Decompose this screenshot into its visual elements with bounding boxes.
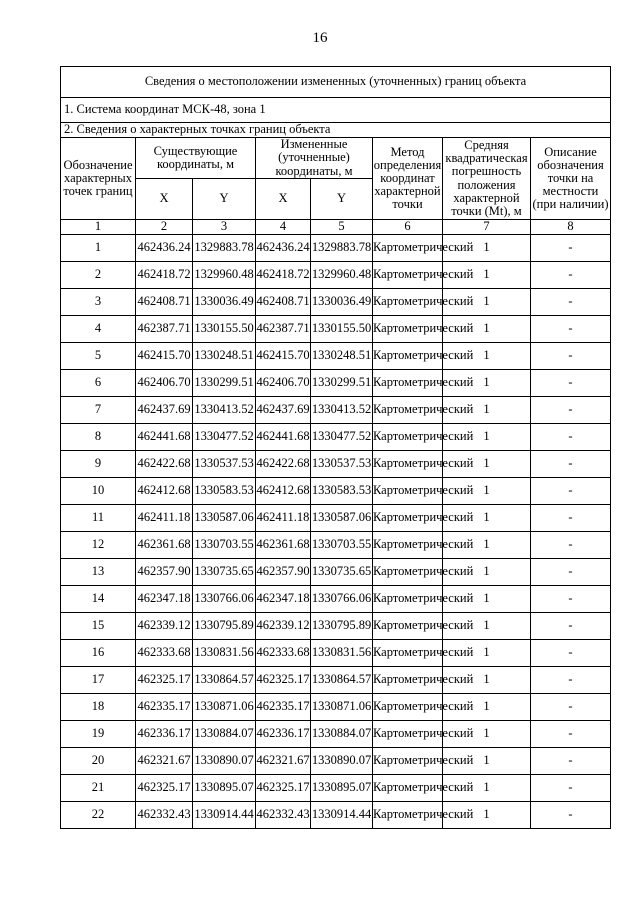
column-number: 3	[193, 220, 256, 235]
changed-y: 1330864.57	[311, 667, 373, 694]
changed-y: 1330871.06	[311, 694, 373, 721]
method: Картометрический	[373, 667, 443, 694]
point-number: 3	[61, 289, 136, 316]
changed-y: 1330537.53	[311, 451, 373, 478]
point-number: 17	[61, 667, 136, 694]
point-number: 20	[61, 748, 136, 775]
table-row	[61, 343, 611, 370]
method: Картометрический	[373, 370, 443, 397]
header-y-changed: Y	[311, 179, 373, 220]
table-row	[61, 397, 611, 424]
method: Картометрический	[373, 586, 443, 613]
point-number: 4	[61, 316, 136, 343]
existing-x: 462408.71	[136, 289, 193, 316]
existing-x: 462415.70	[136, 343, 193, 370]
changed-x: 462321.67	[256, 748, 311, 775]
description-value: -	[531, 235, 611, 262]
point-number: 8	[61, 424, 136, 451]
table-row	[61, 694, 611, 721]
existing-x: 462437.69	[136, 397, 193, 424]
header-existing: Существующие координаты, м	[136, 138, 256, 179]
coordinate-system-row	[61, 98, 611, 123]
existing-x: 462335.17	[136, 694, 193, 721]
point-number: 11	[61, 505, 136, 532]
method: Картометрический	[373, 613, 443, 640]
changed-y: 1330795.89	[311, 613, 373, 640]
existing-y: 1330795.89	[193, 613, 256, 640]
accuracy-value: 1	[443, 586, 531, 613]
existing-y: 1330583.53	[193, 478, 256, 505]
header-changed: Измененные (уточненные) координаты, м	[256, 138, 373, 179]
accuracy-value: 1	[443, 559, 531, 586]
column-number: 2	[136, 220, 193, 235]
description-value: -	[531, 694, 611, 721]
point-number: 18	[61, 694, 136, 721]
accuracy-value: 1	[443, 721, 531, 748]
changed-x: 462332.43	[256, 802, 311, 829]
accuracy-value: 1	[443, 613, 531, 640]
description-value: -	[531, 532, 611, 559]
existing-x: 462406.70	[136, 370, 193, 397]
column-number: 5	[311, 220, 373, 235]
table-row	[61, 289, 611, 316]
table-row	[61, 262, 611, 289]
existing-x: 462441.68	[136, 424, 193, 451]
point-number: 16	[61, 640, 136, 667]
changed-x: 462406.70	[256, 370, 311, 397]
column-number: 8	[531, 220, 611, 235]
changed-x: 462418.72	[256, 262, 311, 289]
changed-x: 462412.68	[256, 478, 311, 505]
accuracy-value: 1	[443, 451, 531, 478]
method: Картометрический	[373, 721, 443, 748]
accuracy-value: 1	[443, 667, 531, 694]
description-value: -	[531, 667, 611, 694]
changed-x: 462408.71	[256, 289, 311, 316]
description-value: -	[531, 640, 611, 667]
coordinate-system: 1. Система координат МСК-48, зона 1	[61, 98, 611, 123]
column-number: 7	[443, 220, 531, 235]
existing-y: 1330864.57	[193, 667, 256, 694]
header-row-1	[61, 138, 611, 179]
table-row	[61, 559, 611, 586]
method: Картометрический	[373, 424, 443, 451]
accuracy-value: 1	[443, 748, 531, 775]
existing-x: 462412.68	[136, 478, 193, 505]
changed-y: 1330155.50	[311, 316, 373, 343]
existing-y: 1330477.52	[193, 424, 256, 451]
changed-y: 1330413.52	[311, 397, 373, 424]
changed-y: 1330299.51	[311, 370, 373, 397]
point-number: 9	[61, 451, 136, 478]
column-number: 6	[373, 220, 443, 235]
column-number: 4	[256, 220, 311, 235]
column-number: 1	[61, 220, 136, 235]
existing-y: 1330831.56	[193, 640, 256, 667]
changed-y: 1330703.55	[311, 532, 373, 559]
existing-x: 462357.90	[136, 559, 193, 586]
table-row	[61, 478, 611, 505]
changed-x: 462415.70	[256, 343, 311, 370]
existing-x: 462347.18	[136, 586, 193, 613]
description-value: -	[531, 451, 611, 478]
column-number-row	[61, 220, 611, 235]
existing-y: 1330914.44	[193, 802, 256, 829]
existing-x: 462387.71	[136, 316, 193, 343]
description-value: -	[531, 613, 611, 640]
method: Картометрический	[373, 559, 443, 586]
point-number: 21	[61, 775, 136, 802]
existing-y: 1330587.06	[193, 505, 256, 532]
existing-x: 462436.24	[136, 235, 193, 262]
existing-y: 1330036.49	[193, 289, 256, 316]
point-number: 13	[61, 559, 136, 586]
table-row	[61, 424, 611, 451]
description-value: -	[531, 748, 611, 775]
description-value: -	[531, 775, 611, 802]
existing-y: 1330299.51	[193, 370, 256, 397]
changed-y: 1330587.06	[311, 505, 373, 532]
table-row	[61, 370, 611, 397]
description-value: -	[531, 478, 611, 505]
method: Картометрический	[373, 694, 443, 721]
method: Картометрический	[373, 532, 443, 559]
existing-y: 1330248.51	[193, 343, 256, 370]
changed-y: 1330735.65	[311, 559, 373, 586]
header-point: Обозначение характерных точек границ	[61, 138, 136, 220]
changed-x: 462387.71	[256, 316, 311, 343]
accuracy-value: 1	[443, 343, 531, 370]
accuracy-value: 1	[443, 775, 531, 802]
existing-y: 1330703.55	[193, 532, 256, 559]
existing-x: 462422.68	[136, 451, 193, 478]
point-number: 15	[61, 613, 136, 640]
page-number: 16	[312, 30, 328, 46]
accuracy-value: 1	[443, 478, 531, 505]
table-row	[61, 775, 611, 802]
existing-y: 1330155.50	[193, 316, 256, 343]
point-number: 10	[61, 478, 136, 505]
accuracy-value: 1	[443, 505, 531, 532]
accuracy-value: 1	[443, 640, 531, 667]
changed-x: 462441.68	[256, 424, 311, 451]
table-row	[61, 235, 611, 262]
changed-y: 1330890.07	[311, 748, 373, 775]
accuracy-value: 1	[443, 289, 531, 316]
method: Картометрический	[373, 316, 443, 343]
existing-x: 462361.68	[136, 532, 193, 559]
description-value: -	[531, 586, 611, 613]
existing-y: 1330884.07	[193, 721, 256, 748]
point-number: 14	[61, 586, 136, 613]
method: Картометрический	[373, 262, 443, 289]
changed-x: 462357.90	[256, 559, 311, 586]
method: Картометрический	[373, 397, 443, 424]
table-row	[61, 667, 611, 694]
changed-y: 1330036.49	[311, 289, 373, 316]
method: Картометрический	[373, 451, 443, 478]
description-value: -	[531, 424, 611, 451]
accuracy-value: 1	[443, 370, 531, 397]
method: Картометрический	[373, 235, 443, 262]
table-row	[61, 748, 611, 775]
point-number: 2	[61, 262, 136, 289]
changed-x: 462437.69	[256, 397, 311, 424]
changed-x: 462436.24	[256, 235, 311, 262]
existing-x: 462325.17	[136, 667, 193, 694]
changed-x: 462325.17	[256, 775, 311, 802]
existing-x: 462332.43	[136, 802, 193, 829]
existing-y: 1330871.06	[193, 694, 256, 721]
method: Картометрический	[373, 640, 443, 667]
existing-y: 1330735.65	[193, 559, 256, 586]
changed-y: 1330583.53	[311, 478, 373, 505]
table-row	[61, 451, 611, 478]
point-number: 22	[61, 802, 136, 829]
description-value: -	[531, 370, 611, 397]
header-description: Описание обозначения точки на местности (при наличии)	[531, 138, 611, 220]
table-row	[61, 505, 611, 532]
changed-x: 462339.12	[256, 613, 311, 640]
header-y-existing: Y	[193, 179, 256, 220]
table-row	[61, 316, 611, 343]
existing-y: 1330537.53	[193, 451, 256, 478]
existing-y: 1330766.06	[193, 586, 256, 613]
changed-y: 1330914.44	[311, 802, 373, 829]
accuracy-value: 1	[443, 316, 531, 343]
accuracy-value: 1	[443, 424, 531, 451]
changed-y: 1330766.06	[311, 586, 373, 613]
changed-y: 1329883.78	[311, 235, 373, 262]
accuracy-value: 1	[443, 262, 531, 289]
description-value: -	[531, 262, 611, 289]
existing-x: 462336.17	[136, 721, 193, 748]
existing-y: 1329883.78	[193, 235, 256, 262]
method: Картометрический	[373, 802, 443, 829]
boundary-points-table	[60, 66, 611, 829]
existing-y: 1330895.07	[193, 775, 256, 802]
changed-y: 1329960.48	[311, 262, 373, 289]
method: Картометрический	[373, 289, 443, 316]
table-row	[61, 802, 611, 829]
accuracy-value: 1	[443, 694, 531, 721]
description-value: -	[531, 802, 611, 829]
method: Картометрический	[373, 343, 443, 370]
table-row	[61, 586, 611, 613]
table-title: Сведения о местоположении измененных (уточненных) границ объекта	[61, 67, 611, 98]
existing-x: 462418.72	[136, 262, 193, 289]
table-row	[61, 721, 611, 748]
description-value: -	[531, 559, 611, 586]
table-row	[61, 640, 611, 667]
table-row	[61, 532, 611, 559]
existing-x: 462333.68	[136, 640, 193, 667]
description-value: -	[531, 289, 611, 316]
existing-x: 462339.12	[136, 613, 193, 640]
point-number: 5	[61, 343, 136, 370]
point-number: 6	[61, 370, 136, 397]
changed-y: 1330477.52	[311, 424, 373, 451]
changed-x: 462347.18	[256, 586, 311, 613]
section2-heading: 2. Сведения о характерных точках границ объекта	[61, 123, 611, 138]
existing-y: 1330413.52	[193, 397, 256, 424]
method: Картометрический	[373, 748, 443, 775]
header-accuracy: Средняя квадратическая погрешность положения характерной точки (Mt), м	[443, 138, 531, 220]
description-value: -	[531, 505, 611, 532]
header-x-existing: X	[136, 179, 193, 220]
changed-y: 1330895.07	[311, 775, 373, 802]
changed-y: 1330248.51	[311, 343, 373, 370]
method: Картометрический	[373, 478, 443, 505]
point-number: 7	[61, 397, 136, 424]
changed-x: 462422.68	[256, 451, 311, 478]
changed-x: 462361.68	[256, 532, 311, 559]
changed-x: 462335.17	[256, 694, 311, 721]
header-x-changed: X	[256, 179, 311, 220]
changed-x: 462411.18	[256, 505, 311, 532]
changed-x: 462325.17	[256, 667, 311, 694]
table-row	[61, 613, 611, 640]
method: Картометрический	[373, 775, 443, 802]
point-number: 19	[61, 721, 136, 748]
accuracy-value: 1	[443, 235, 531, 262]
method: Картометрический	[373, 505, 443, 532]
changed-y: 1330831.56	[311, 640, 373, 667]
description-value: -	[531, 721, 611, 748]
table-title-row	[61, 67, 611, 98]
existing-y: 1330890.07	[193, 748, 256, 775]
point-number: 1	[61, 235, 136, 262]
description-value: -	[531, 343, 611, 370]
accuracy-value: 1	[443, 802, 531, 829]
existing-x: 462325.17	[136, 775, 193, 802]
changed-y: 1330884.07	[311, 721, 373, 748]
accuracy-value: 1	[443, 532, 531, 559]
existing-x: 462411.18	[136, 505, 193, 532]
description-value: -	[531, 397, 611, 424]
changed-x: 462333.68	[256, 640, 311, 667]
header-method: Метод определения координат характерной точки	[373, 138, 443, 220]
section2-row	[61, 123, 611, 138]
existing-x: 462321.67	[136, 748, 193, 775]
description-value: -	[531, 316, 611, 343]
changed-x: 462336.17	[256, 721, 311, 748]
existing-y: 1329960.48	[193, 262, 256, 289]
point-number: 12	[61, 532, 136, 559]
accuracy-value: 1	[443, 397, 531, 424]
